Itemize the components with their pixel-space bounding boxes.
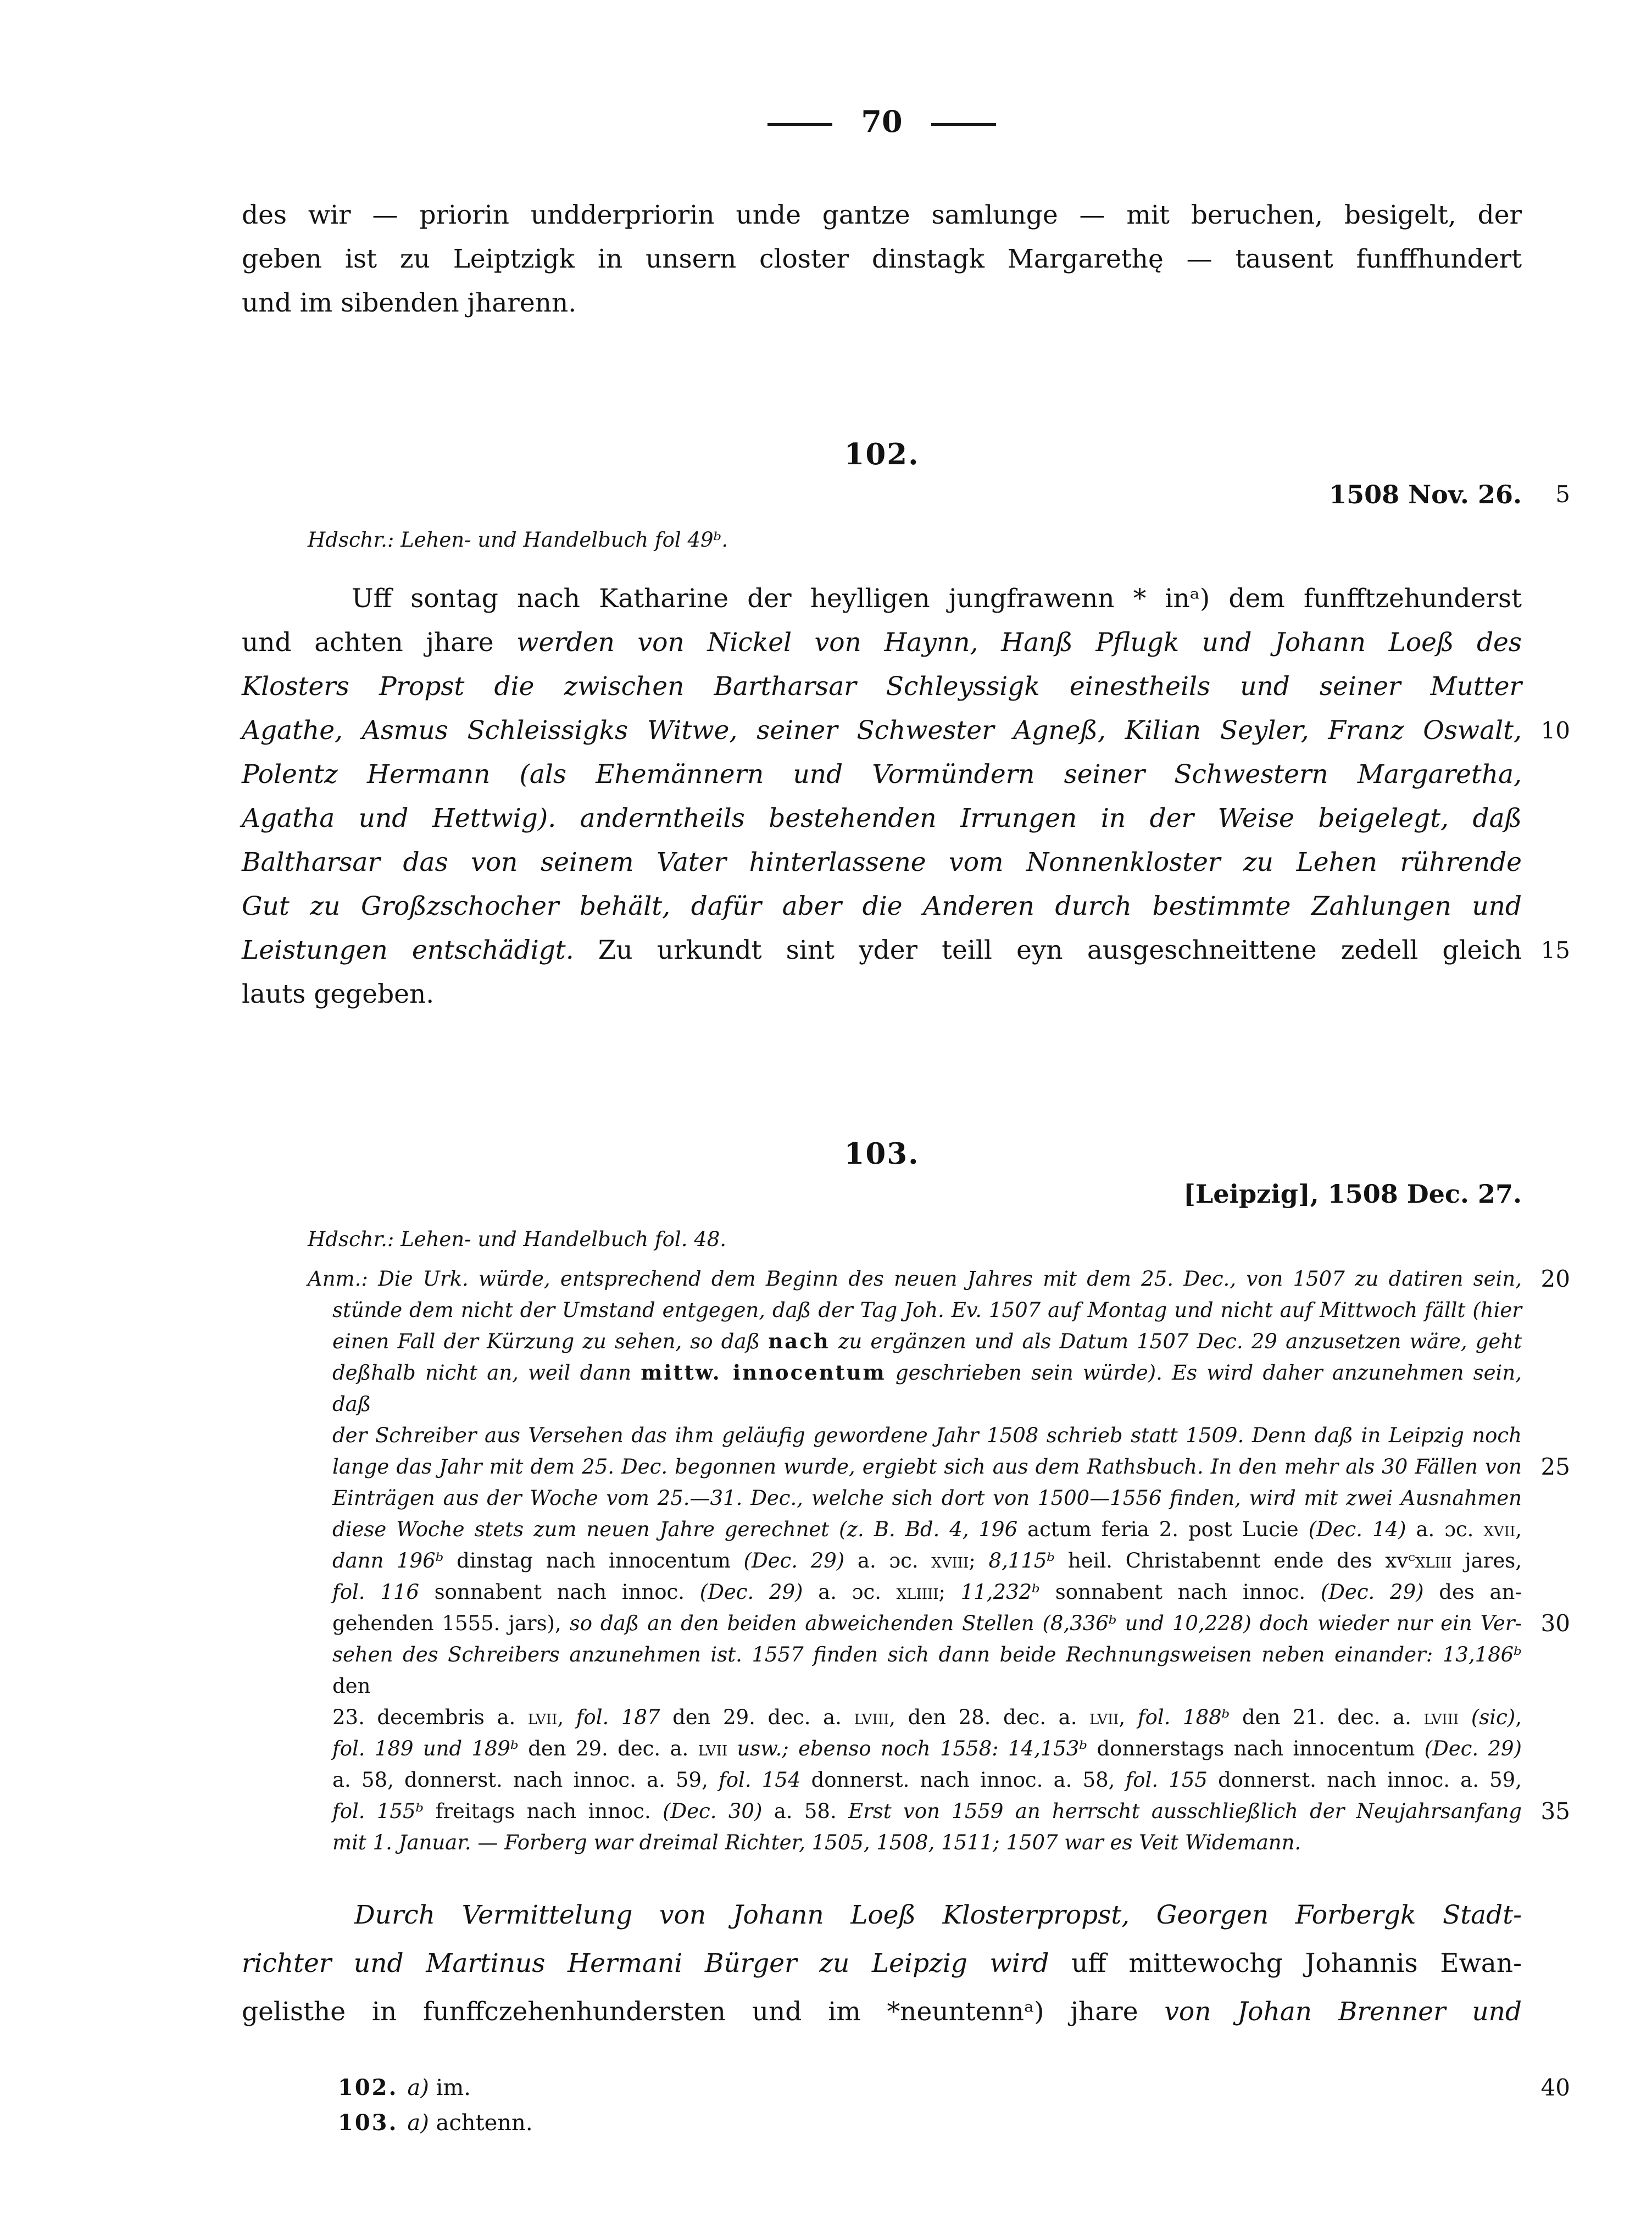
text-line — [332, 1733, 1522, 1764]
text-segment: sonnabent nach innoc. — [1055, 1580, 1321, 1604]
text-segment: fol. 189 und 189ᵇ — [332, 1737, 529, 1760]
text-line — [242, 193, 1522, 237]
text-segment: Einträgen aus der Woche vom 25.—31. Dec., welche sich dort von 1500—1556 finden, wird mit zwei Ausnahmen — [332, 1486, 1522, 1510]
text-segment: Zu urkundt sint yder teill eyn ausgeschneittene zedell gleich — [574, 935, 1522, 965]
text-segment: fol. 155 — [1125, 1768, 1219, 1792]
text-segment: achtenn. — [436, 2110, 533, 2136]
text-segment: stünde dem nicht der Umstand entgegen, daß der Tag Joh. Ev. 1507 auf Montag und nicht auf Mittwoch fällt (hier — [332, 1298, 1522, 1322]
text-line — [308, 1263, 1570, 1294]
text-segment: lviii — [1423, 1705, 1471, 1729]
text-segment: xliii — [1415, 1549, 1452, 1572]
text-line — [332, 1514, 1522, 1545]
text-line — [332, 1639, 1522, 1702]
entry-date-row — [242, 1177, 1522, 1210]
text-line — [242, 1891, 1522, 1940]
text-segment: , — [557, 1705, 576, 1729]
text-line — [242, 972, 1522, 1016]
source-line: Hdschr.: Lehen- und Handelbuch fol. 48. — [308, 1227, 727, 1251]
text-segment: heil. Christabennt ende des xvᶜ — [1067, 1549, 1415, 1572]
text-segment: (Dec. 30) — [663, 1799, 774, 1823]
footnotes-block — [338, 2070, 1570, 2141]
text-segment: (Dec. 29) — [1424, 1737, 1522, 1760]
text-segment: Anm.: Die Urk. würde, entsprechend dem Beginn des neuen Jahres mit dem 25. Dec., von 1507 zu datiren sein, — [308, 1267, 1522, 1291]
text-segment: donnerstags nach innocentum — [1097, 1737, 1425, 1760]
text-segment: (Dec. 14) — [1308, 1518, 1416, 1541]
text-line — [332, 1451, 1570, 1482]
text-segment: a. ɔc. — [1416, 1518, 1484, 1541]
text-line — [242, 841, 1522, 885]
text-segment: (sic) — [1471, 1705, 1516, 1729]
text-segment: Baltharsar das von seinem Vater hinterlassene vom Nonnenkloster zu Lehen rührende — [242, 847, 1522, 877]
line-number: 40 — [1540, 2074, 1570, 2101]
source-line: Hdschr.: Lehen- und Handelbuch fol 49ᵇ. — [308, 528, 728, 552]
text-line — [332, 1357, 1522, 1420]
text-line — [242, 621, 1522, 665]
text-segment: , — [1515, 1705, 1522, 1729]
text-segment: mittw. innocentum — [641, 1360, 886, 1385]
text-line — [332, 1420, 1522, 1451]
text-segment: Erst von 1559 an herrscht ausschließlich der Neujahrsanfang — [848, 1799, 1522, 1823]
entry-date: 1508 Nov. 26. — [1329, 480, 1522, 509]
text-segment: lvii — [1089, 1705, 1119, 1729]
text-line — [242, 577, 1522, 621]
text-segment: a) — [407, 2110, 436, 2136]
text-line — [332, 1608, 1570, 1639]
header-rule-right — [931, 123, 996, 126]
text-segment: von Johan Brenner und — [1164, 1997, 1522, 2027]
text-segment: Leistungen entschädigt. — [242, 935, 574, 965]
text-line — [332, 1827, 1522, 1858]
text-segment: usw.; ebenso noch 1558: 14,153ᵇ — [737, 1737, 1097, 1760]
text-segment: richter und Martinus Hermani Bürger zu Leipzig wird — [242, 1948, 1072, 1979]
text-segment: Durch Vermittelung von Johann Loeß Klosterpropst, Georgen Forbergk Stadt- — [354, 1900, 1522, 1930]
text-segment: deßhalb nicht an, weil dann — [332, 1361, 641, 1385]
text-line — [242, 665, 1522, 709]
line-number: 30 — [1540, 1610, 1570, 1637]
entry-103 — [242, 1135, 1570, 2036]
text-line — [332, 1545, 1522, 1576]
text-segment: , den 28. dec. a. — [889, 1705, 1090, 1729]
text-line — [242, 929, 1570, 972]
text-line — [242, 885, 1522, 929]
text-segment: des an- — [1439, 1580, 1522, 1604]
text-segment: lange das Jahr mit dem 25. Dec. begonnen wurde, ergiebt sich aus dem Rathsbuch. In den mehr als 30 Fällen von — [332, 1455, 1522, 1479]
entry-body — [242, 577, 1570, 1016]
text-segment: einen Fall der Kürzung zu sehen, so daß — [332, 1330, 769, 1353]
text-segment: jares, — [1451, 1549, 1522, 1572]
text-segment: 102. — [338, 2075, 408, 2100]
text-segment: a) — [407, 2075, 436, 2100]
text-segment: fol. 116 — [332, 1580, 435, 1604]
text-segment: ; — [969, 1549, 989, 1572]
line-number: 35 — [1540, 1798, 1570, 1825]
text-segment: donnerst. nach innoc. a. 58, — [811, 1768, 1126, 1792]
text-segment: , — [1119, 1705, 1138, 1729]
text-segment: und im sibenden jharenn. — [242, 288, 577, 318]
text-segment: 11,232ᵇ — [960, 1580, 1055, 1604]
text-segment: geben ist zu Leiptzigk in unsern closter dinstagk Margarethę — tausent funffhundert — [242, 244, 1522, 274]
entry-date: [Leipzig], 1508 Dec. 27. — [1183, 1179, 1522, 1209]
text-segment: dinstag nach innocentum — [457, 1549, 744, 1572]
text-line — [242, 797, 1522, 841]
text-segment: gelisthe in funffczehenhundersten und im *neuntennᵃ) jhare — [242, 1997, 1165, 2027]
entry-number: 102. — [844, 437, 920, 471]
text-segment: xliiii — [896, 1580, 939, 1604]
text-segment: gehenden 1555. jars), — [332, 1611, 570, 1635]
text-segment: Polentz Hermann (als Ehemännern und Vormündern seiner Schwestern Margaretha, — [242, 759, 1522, 790]
text-segment: werden von Nickel von Haynn, Hanß Pflugk und Johann Loeß des — [516, 627, 1522, 658]
header-rule-left — [767, 123, 832, 126]
text-line — [242, 753, 1522, 797]
text-line — [332, 1796, 1570, 1827]
text-segment: actum feria 2. post Lucie — [1027, 1518, 1309, 1541]
text-segment: sonnabent nach innoc. — [434, 1580, 700, 1604]
text-line — [332, 1576, 1522, 1608]
text-segment: und achten jhare — [242, 627, 517, 658]
text-segment: Gut zu Großzschocher behält, dafür aber die Anderen durch bestimmte Zahlungen und — [242, 891, 1522, 921]
text-segment: xviii — [931, 1549, 969, 1572]
line-number: 15 — [1540, 937, 1570, 964]
text-segment: den 29. dec. a. — [528, 1737, 698, 1760]
text-segment: (Dec. 29) — [699, 1580, 819, 1604]
text-segment: geschrieben sein würde). Es wird daher anzunehmen sein, daß — [332, 1361, 1522, 1416]
text-segment: xvii — [1483, 1518, 1516, 1541]
text-segment: , — [1515, 1518, 1522, 1541]
entry-date-row — [242, 478, 1570, 511]
text-segment: ; — [938, 1580, 961, 1604]
text-segment: a. 58, donnerst. nach innoc. a. 59, — [332, 1768, 719, 1792]
text-line — [332, 1764, 1522, 1796]
text-segment: der Schreiber aus Versehen das ihm geläufig gewordene Jahr 1508 schrieb statt 1509. Denn daß in Leipzig noch — [332, 1424, 1522, 1447]
text-segment: Agathe, Asmus Schleissigks Witwe, seiner Schwester Agneß, Kilian Seyler, Franz Oswalt, — [242, 715, 1522, 746]
text-segment: im. — [436, 2075, 471, 2100]
text-segment: a. ɔc. — [818, 1580, 897, 1604]
page-number: 70 — [861, 104, 903, 139]
text-line — [242, 237, 1522, 281]
text-line — [332, 1482, 1522, 1514]
text-segment: (Dec. 29) — [743, 1549, 858, 1572]
text-segment: uff mittewochg Johannis Ewan- — [1071, 1948, 1522, 1979]
text-segment: so daß an den beiden abweichenden Stellen (8,336ᵇ und 10,228) doch wieder nur ein Ver- — [569, 1611, 1522, 1635]
text-line — [338, 2070, 1570, 2105]
text-segment: diese Woche stets zum neuen Jahre gerechnet (z. B. Bd. 4, 196 — [332, 1518, 1028, 1541]
text-segment: lvii — [698, 1737, 737, 1760]
page-header — [242, 102, 1522, 141]
text-segment: (Dec. 29) — [1320, 1580, 1439, 1604]
intro-paragraph — [242, 193, 1522, 325]
text-segment: donnerst. nach innoc. a. 59, — [1218, 1768, 1522, 1792]
line-number: 25 — [1540, 1453, 1570, 1480]
text-segment: Uff sontag nach Katharine der heylligen jungfrawenn * inᵃ) dem funfftzehunderst — [352, 583, 1522, 614]
text-segment: 103. — [338, 2110, 408, 2136]
text-segment: fol. 188ᵇ — [1137, 1705, 1243, 1729]
text-line — [332, 1702, 1522, 1733]
text-segment: fol. 155ᵇ — [332, 1799, 436, 1823]
text-line — [332, 1294, 1522, 1326]
line-number: 20 — [1540, 1265, 1570, 1292]
text-segment: Agatha und Hettwig). anderntheils bestehenden Irrungen in der Weise beigelegt, daß — [242, 803, 1522, 833]
text-segment: 8,115ᵇ — [988, 1549, 1068, 1572]
text-segment: freitags nach innoc. — [435, 1799, 663, 1823]
text-segment: fol. 187 — [576, 1705, 673, 1729]
text-segment: sehen des Schreibers anzunehmen ist. 1557 finden sich dann beide Rechnungsweisen neben einander: 13,186ᵇ — [332, 1643, 1522, 1666]
entry-102 — [242, 435, 1570, 1016]
text-segment: lvii — [527, 1705, 558, 1729]
line-number: 5 — [1555, 481, 1570, 508]
text-line — [332, 1326, 1522, 1357]
annotation-block — [308, 1263, 1570, 1858]
text-segment: Klosters Propst die zwischen Bartharsar Schleyssigk einestheils und seiner Mutter — [242, 671, 1522, 702]
text-segment: mit 1. Januar. — Forberg war dreimal Richter, 1505, 1508, 1511; 1507 war es Veit Widemann. — [332, 1831, 1301, 1854]
text-segment: lviii — [854, 1705, 889, 1729]
text-segment: den — [332, 1674, 371, 1698]
text-line — [242, 1940, 1522, 1988]
line-number: 10 — [1540, 717, 1570, 744]
text-segment: a. ɔc. — [857, 1549, 932, 1572]
text-segment: 23. decembris a. — [332, 1705, 528, 1729]
entry-body — [242, 1891, 1522, 2036]
text-segment: zu ergänzen und als Datum 1507 Dec. 29 anzusetzen wäre, geht — [830, 1330, 1522, 1353]
text-line — [338, 2105, 1522, 2141]
text-segment: nach — [768, 1329, 830, 1353]
entry-number: 103. — [844, 1137, 920, 1171]
text-segment: a. 58. — [774, 1799, 849, 1823]
text-segment: des wir — priorin undderpriorin unde gantze samlunge — mit beruchen, besigelt, der — [242, 200, 1522, 230]
text-segment: den 21. dec. a. — [1242, 1705, 1424, 1729]
text-line — [242, 281, 1522, 325]
text-segment: dann 196ᵇ — [332, 1549, 457, 1572]
text-line — [242, 709, 1570, 753]
text-line — [242, 1988, 1522, 2036]
text-segment: fol. 154 — [719, 1768, 811, 1792]
text-segment: den 29. dec. a. — [672, 1705, 854, 1729]
text-segment: lauts gegeben. — [242, 979, 435, 1009]
